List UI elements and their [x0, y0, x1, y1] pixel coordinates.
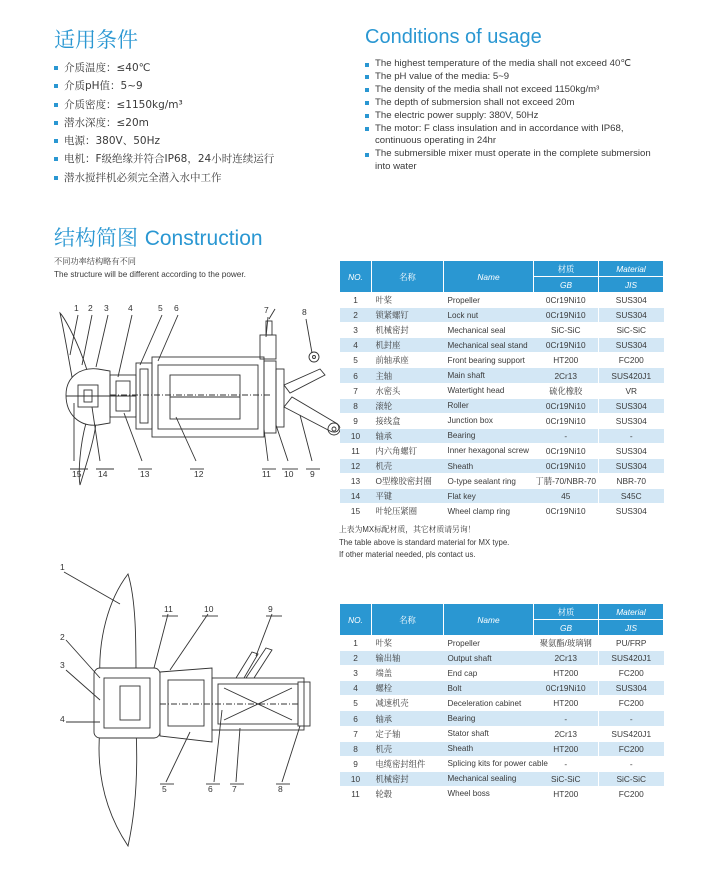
- usage-item-en: The motor: F class insulation and in accordance with IP68, continuous operating in 24hr: [365, 123, 665, 149]
- part-number: 3: [340, 323, 372, 338]
- header-material-cn: 材质: [534, 261, 599, 277]
- material-jis: PU/FRP: [599, 636, 664, 651]
- part-number: 9: [340, 756, 372, 771]
- table-row: [340, 696, 664, 711]
- diagram-2-callout-2: 2: [60, 632, 65, 642]
- material-gb: HT200: [534, 666, 599, 681]
- part-number: 4: [340, 338, 372, 353]
- table-row: [340, 771, 664, 786]
- material-gb: 硫化橡胶: [534, 383, 599, 398]
- material-jis: -: [599, 428, 664, 443]
- part-number: 11: [340, 786, 372, 801]
- mixer-cross-section-diagram-2: [0, 560, 335, 860]
- usage-item-cn: 电机：F级绝缘并符合IP68，24小时连续运行: [54, 150, 274, 168]
- header-no: NO.: [340, 604, 372, 636]
- table-row: [340, 741, 664, 756]
- usage-list-en: [365, 58, 665, 174]
- material-gb: 0Cr19Ni10: [534, 443, 599, 458]
- part-name-en: End cap: [444, 666, 534, 681]
- usage-item-en: The depth of submersion shall not exceed 20m: [365, 97, 665, 110]
- part-number: 14: [340, 489, 372, 504]
- part-name-cn: 机封座: [372, 338, 444, 353]
- material-jis: FC200: [599, 696, 664, 711]
- header-name-en: Name: [444, 604, 534, 636]
- part-name-cn: 轮毂: [372, 786, 444, 801]
- part-name-cn: 叶桨: [372, 636, 444, 651]
- part-name-en: Mechanical seal: [444, 323, 534, 338]
- diagram-1-callout-3: 3: [104, 303, 109, 313]
- part-name-en: Splicing kits for power cable: [444, 756, 534, 771]
- material-jis: SUS304: [599, 504, 664, 519]
- material-gb: -: [534, 711, 599, 726]
- part-name-en: Mechanical seal stand: [444, 338, 534, 353]
- part-name-en: Propeller: [444, 636, 534, 651]
- usage-item-cn: 电源：380V、50Hz: [54, 132, 274, 150]
- part-name-en: Bolt: [444, 681, 534, 696]
- part-name-cn: 主轴: [372, 368, 444, 383]
- table-row: [340, 428, 664, 443]
- diagram-1-callout-12: 12: [194, 469, 204, 479]
- part-number: 11: [340, 443, 372, 458]
- part-name-en: Sheath: [444, 459, 534, 474]
- material-jis: FC200: [599, 666, 664, 681]
- material-gb: 0Cr19Ni10: [534, 398, 599, 413]
- part-name-en: Wheel clamp ring: [444, 504, 534, 519]
- diagram-1-callout-14: 14: [98, 469, 108, 479]
- usage-item-en: The pH value of the media: 5~9: [365, 71, 665, 84]
- usage-item-cn: 潜水搅拌机必须完全潜入水中工作: [54, 169, 274, 187]
- table-row: [340, 489, 664, 504]
- diagram-2-callout-11: 11: [164, 604, 173, 614]
- material-gb: HT200: [534, 353, 599, 368]
- material-jis: SUS420J1: [599, 368, 664, 383]
- material-gb: HT200: [534, 696, 599, 711]
- part-number: 15: [340, 504, 372, 519]
- diagram-1-callout-6: 6: [174, 303, 179, 313]
- material-jis: FC200: [599, 353, 664, 368]
- part-number: 12: [340, 459, 372, 474]
- material-gb: 0Cr19Ni10: [534, 338, 599, 353]
- part-name-cn: 锁紧螺钉: [372, 308, 444, 323]
- diagram-2-callout-3: 3: [60, 660, 65, 670]
- material-gb: 2Cr13: [534, 651, 599, 666]
- diagram-1-callout-13: 13: [140, 469, 150, 479]
- construction-note-en: The structure will be different according to the power.: [54, 270, 246, 279]
- diagram-1-callout-11: 11: [262, 469, 271, 479]
- material-gb: SiC-SiC: [534, 323, 599, 338]
- table-row: [340, 636, 664, 651]
- table-row: [340, 474, 664, 489]
- mixer-cross-section-diagram-1: [0, 295, 335, 495]
- part-number: 5: [340, 696, 372, 711]
- diagram-1-callout-8: 8: [302, 307, 307, 317]
- part-name-en: Stator shaft: [444, 726, 534, 741]
- part-name-en: Junction box: [444, 413, 534, 428]
- material-gb: SiC-SiC: [534, 771, 599, 786]
- diagram-2-callout-5: 5: [162, 784, 167, 794]
- part-number: 7: [340, 383, 372, 398]
- part-name-en: Bearing: [444, 428, 534, 443]
- material-gb: 45: [534, 489, 599, 504]
- part-name-en: Roller: [444, 398, 534, 413]
- usage-item-cn: 介质密度：≤1150kg/m³: [54, 96, 274, 114]
- material-gb: 0Cr19Ni10: [534, 293, 599, 308]
- part-name-cn: 端盖: [372, 666, 444, 681]
- material-gb: 丁腈-70/NBR-70: [534, 474, 599, 489]
- diagram-2-callout-6: 6: [208, 784, 213, 794]
- part-name-cn: 叶轮压紧圈: [372, 504, 444, 519]
- part-name-cn: 滚轮: [372, 398, 444, 413]
- table-row: [340, 756, 664, 771]
- table-row: [340, 368, 664, 383]
- diagram-2-callout-7: 7: [232, 784, 237, 794]
- table-row: [340, 338, 664, 353]
- material-gb: 聚氨酯/玻璃钢: [534, 636, 599, 651]
- header-jis: JIS: [599, 620, 664, 636]
- header-name-cn: 名称: [372, 604, 444, 636]
- header-material-en: Material: [599, 604, 664, 620]
- usage-item-cn: 介质温度：≤40℃: [54, 59, 274, 77]
- material-jis: SiC-SiC: [599, 323, 664, 338]
- part-number: 10: [340, 428, 372, 443]
- diagram-2-callout-8: 8: [278, 784, 283, 794]
- material-jis: S45C: [599, 489, 664, 504]
- part-name-cn: 内六角螺钉: [372, 443, 444, 458]
- part-number: 7: [340, 726, 372, 741]
- usage-item-en: The submersible mixer must operate in the complete submersion into water: [365, 148, 665, 174]
- part-name-en: Flat key: [444, 489, 534, 504]
- diagram-1-callout-5: 5: [158, 303, 163, 313]
- material-gb: HT200: [534, 786, 599, 801]
- table-note-en-2: If other material needed, pls contact us.: [339, 550, 476, 559]
- material-jis: VR: [599, 383, 664, 398]
- part-name-cn: 叶桨: [372, 293, 444, 308]
- material-jis: SUS304: [599, 398, 664, 413]
- part-number: 1: [340, 293, 372, 308]
- part-number: 13: [340, 474, 372, 489]
- parts-table-2-body: [340, 636, 664, 802]
- material-jis: SUS304: [599, 308, 664, 323]
- material-jis: FC200: [599, 741, 664, 756]
- table-row: [340, 413, 664, 428]
- table-note-cn: 上表为MX标配材质，其它材质请另询！: [339, 525, 476, 534]
- construction-title-cn: 结构简图: [54, 226, 138, 250]
- material-jis: SUS304: [599, 293, 664, 308]
- usage-item-en: The density of the media shall not exceed 1150kg/m³: [365, 84, 665, 97]
- diagram-2-callout-9: 9: [268, 604, 273, 614]
- part-number: 8: [340, 398, 372, 413]
- material-jis: SUS304: [599, 443, 664, 458]
- part-name-en: Main shaft: [444, 368, 534, 383]
- material-jis: FC200: [599, 786, 664, 801]
- part-name-en: Watertight head: [444, 383, 534, 398]
- header-gb: GB: [534, 620, 599, 636]
- part-number: 8: [340, 741, 372, 756]
- part-number: 5: [340, 353, 372, 368]
- parts-table-1: [339, 260, 664, 519]
- part-name-cn: 电缆密封组件: [372, 756, 444, 771]
- material-jis: -: [599, 711, 664, 726]
- diagram-1-callout-7: 7: [264, 305, 269, 315]
- part-number: 10: [340, 771, 372, 786]
- usage-item-en: The highest temperature of the media shall not exceed 40℃: [365, 58, 665, 71]
- material-jis: NBR-70: [599, 474, 664, 489]
- usage-title-en: Conditions of usage: [365, 26, 542, 48]
- part-name-cn: 前轴承座: [372, 353, 444, 368]
- part-name-en: Sheath: [444, 741, 534, 756]
- table-row: [340, 308, 664, 323]
- diagram-1-callout-2: 2: [88, 303, 93, 313]
- material-gb: 2Cr13: [534, 368, 599, 383]
- part-name-cn: 减速机壳: [372, 696, 444, 711]
- diagram-2-callout-1: 1: [60, 562, 65, 572]
- part-number: 4: [340, 681, 372, 696]
- part-name-cn: 机壳: [372, 459, 444, 474]
- part-name-en: Output shaft: [444, 651, 534, 666]
- diagram-1-callout-10: 10: [284, 469, 294, 479]
- table-row: [340, 681, 664, 696]
- usage-item-cn: 潜水深度：≤20m: [54, 114, 274, 132]
- table-row: [340, 711, 664, 726]
- diagram-2-callout-10: 10: [204, 604, 214, 614]
- part-name-cn: O型橡胶密封圈: [372, 474, 444, 489]
- part-name-cn: 轴承: [372, 711, 444, 726]
- diagram-1-callout-15: 15: [72, 469, 82, 479]
- parts-table-1-body: [340, 293, 664, 519]
- part-name-cn: 输出轴: [372, 651, 444, 666]
- table-row: [340, 726, 664, 741]
- header-jis: JIS: [599, 277, 664, 293]
- material-gb: 0Cr19Ni10: [534, 459, 599, 474]
- material-jis: -: [599, 756, 664, 771]
- material-gb: 0Cr19Ni10: [534, 504, 599, 519]
- material-gb: -: [534, 756, 599, 771]
- construction-title-en: Construction: [144, 227, 263, 250]
- material-jis: SiC-SiC: [599, 771, 664, 786]
- part-number: 2: [340, 651, 372, 666]
- part-name-cn: 平键: [372, 489, 444, 504]
- part-name-cn: 机壳: [372, 741, 444, 756]
- part-number: 6: [340, 711, 372, 726]
- part-name-en: Bearing: [444, 711, 534, 726]
- usage-list-cn: [54, 59, 274, 187]
- usage-item-en: The electric power supply: 380V, 50Hz: [365, 110, 665, 123]
- table-row: [340, 666, 664, 681]
- part-number: 3: [340, 666, 372, 681]
- table-row: [340, 786, 664, 801]
- table-row: [340, 651, 664, 666]
- material-gb: 0Cr19Ni10: [534, 413, 599, 428]
- part-name-en: Wheel boss: [444, 786, 534, 801]
- table-note-en-1: The table above is standard material for MX type.: [339, 538, 510, 547]
- material-jis: SUS304: [599, 413, 664, 428]
- part-name-en: Propeller: [444, 293, 534, 308]
- table-row: [340, 459, 664, 474]
- table-row: [340, 443, 664, 458]
- material-gb: 0Cr19Ni10: [534, 308, 599, 323]
- part-number: 6: [340, 368, 372, 383]
- part-name-en: Inner hexagonal screw: [444, 443, 534, 458]
- material-jis: SUS420J1: [599, 651, 664, 666]
- header-material-en: Material: [599, 261, 664, 277]
- header-gb: GB: [534, 277, 599, 293]
- construction-note-cn: 不同功率结构略有不同: [54, 257, 136, 266]
- header-name-en: Name: [444, 261, 534, 293]
- diagram-1-callout-9: 9: [310, 469, 315, 479]
- part-name-en: O-type sealant ring: [444, 474, 534, 489]
- part-name-en: Deceleration cabinet: [444, 696, 534, 711]
- part-name-cn: 水密头: [372, 383, 444, 398]
- usage-title-cn: 适用条件: [54, 28, 138, 52]
- material-gb: 2Cr13: [534, 726, 599, 741]
- table-row: [340, 293, 664, 308]
- material-jis: SUS304: [599, 681, 664, 696]
- table-row: [340, 398, 664, 413]
- material-gb: -: [534, 428, 599, 443]
- parts-table-2: [339, 603, 664, 802]
- part-number: 9: [340, 413, 372, 428]
- part-name-cn: 机械密封: [372, 323, 444, 338]
- part-number: 1: [340, 636, 372, 651]
- part-name-en: Front bearing support: [444, 353, 534, 368]
- header-material-cn: 材质: [534, 604, 599, 620]
- part-number: 2: [340, 308, 372, 323]
- part-name-en: Lock nut: [444, 308, 534, 323]
- table-row: [340, 353, 664, 368]
- material-gb: 0Cr19Ni10: [534, 681, 599, 696]
- part-name-cn: 轴承: [372, 428, 444, 443]
- diagram-1-callout-1: 1: [74, 303, 79, 313]
- diagram-2-callout-4: 4: [60, 714, 65, 724]
- part-name-cn: 接线盒: [372, 413, 444, 428]
- header-no: NO.: [340, 261, 372, 293]
- table-row: [340, 323, 664, 338]
- part-name-cn: 定子轴: [372, 726, 444, 741]
- table-row: [340, 504, 664, 519]
- material-gb: HT200: [534, 741, 599, 756]
- material-jis: SUS304: [599, 459, 664, 474]
- material-jis: SUS304: [599, 338, 664, 353]
- header-name-cn: 名称: [372, 261, 444, 293]
- diagram-1-callout-4: 4: [128, 303, 133, 313]
- table-row: [340, 383, 664, 398]
- usage-item-cn: 介质pH值：5~9: [54, 77, 274, 95]
- part-name-cn: 机械密封: [372, 771, 444, 786]
- part-name-cn: 螺栓: [372, 681, 444, 696]
- material-jis: SUS420J1: [599, 726, 664, 741]
- construction-title: [54, 222, 263, 252]
- part-name-en: Mechanical sealing: [444, 771, 534, 786]
